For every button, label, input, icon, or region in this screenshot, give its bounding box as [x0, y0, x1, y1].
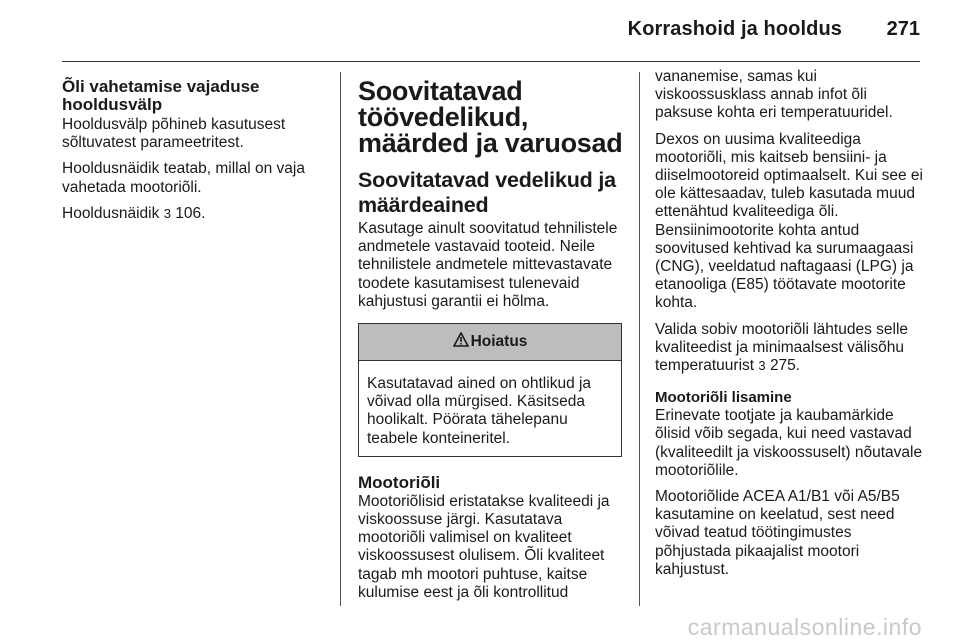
paragraph	[655, 321, 925, 376]
page-header	[0, 0, 960, 62]
adding-oil-heading: Mootoriõli lisamine	[655, 389, 792, 407]
warning-triangle-icon	[453, 332, 469, 352]
paragraph: Hooldusnäidik teatab, millal on vaja vahetada mootoriõli.	[62, 160, 305, 196]
paragraph-text: Valida sobiv mootoriõli lähtudes selle kvaliteedist ja minimaalsest välisõhu temperatuurist	[655, 320, 909, 375]
header-divider	[62, 61, 920, 62]
page-ref-arrow-icon: 3	[758, 358, 766, 374]
paragraph: vananemise, samas kui viskoossusklass annab infot õli paksuse kohta eri temperatuuridel.	[655, 68, 893, 122]
page-number: 271	[886, 18, 920, 40]
page-section-title: Korrashoid ja hooldus	[627, 18, 842, 40]
column-1	[62, 68, 330, 231]
watermark: carmanualsonline.info	[687, 614, 922, 640]
page-reference-link[interactable]: 106.	[175, 204, 206, 222]
warning-text: Kasutatavad ained on ohtlikud ja võivad olla mürgised. Käsitseda hoolikalt. Pöörata tähelepanu teabele konteineritel.	[367, 375, 592, 447]
section-title: Soovitatavad vedelikud ja määrdeained	[358, 168, 616, 217]
warning-label: Hoiatus	[470, 332, 528, 350]
paragraph	[62, 205, 330, 223]
paragraph: Erinevate tootjate ja kaubamärkide õlisid võib segada, kui need vastavad (kvaliteedilt ja viskoossuselt) nõutavale mootoriõlile.	[655, 407, 923, 479]
paragraph: Kasutage ainult soovitatud tehnilistele andmetele vastavaid tooteid. Neile tehnilistele andmetele mittevastavate toodete kasutamisest tulenevaid kahjustusi garantii ei hõlma.	[358, 220, 618, 310]
paragraph: Dexos on uusima kvaliteediga mootoriõli, mis kaitseb bensiini- ja diiselmootoreid optimaalselt. Kui see ei ole kättesaadav, tuleb kasutada muud ettenähtud kvaliteediga õli. Bensiinimootorite kohta antud soovitused kehtivad ka surumaagaasi (CNG), veeldatud naftagaasi (LPG) ja etanooliga (E85) töötavate mootorite kohta.	[655, 130, 923, 312]
oil-change-heading: Õli vahetamise vajaduse hooldusvälp	[62, 77, 260, 114]
paragraph: Mootoriõlisid eristatakse kvaliteedi ja viskoossuse järgi. Kasutatava mootoriõli valimisel on kvaliteet viskoossusest olulisem. Õli kvaliteet tagab mh mootori puhtuse, kaitse kulumise eest ja õli kontrollitud	[358, 492, 610, 601]
warning-box	[358, 323, 622, 457]
page-ref-arrow-icon: 3	[163, 205, 171, 221]
column-divider-1	[340, 72, 341, 606]
column-2	[358, 68, 624, 610]
column-divider-2	[639, 72, 640, 606]
chapter-title: Soovitatavad töövedelikud, määrded ja varuosad	[358, 76, 623, 158]
warning-header	[359, 324, 621, 361]
column-3	[655, 68, 925, 587]
engine-oil-heading: Mootoriõli	[358, 472, 441, 492]
paragraph-text: Hooldusnäidik	[62, 204, 160, 222]
page-reference-link[interactable]: 275.	[769, 357, 801, 375]
paragraph: Mootoriõlide ACEA A1/B1 või A5/B5 kasutamine on keelatud, sest need võivad teatud töötingimustes põhjustada pikaajalist mootori kahjustust.	[655, 488, 900, 578]
paragraph: Hooldusvälp põhineb kasutusest sõltuvatest parameetritest.	[62, 116, 286, 152]
